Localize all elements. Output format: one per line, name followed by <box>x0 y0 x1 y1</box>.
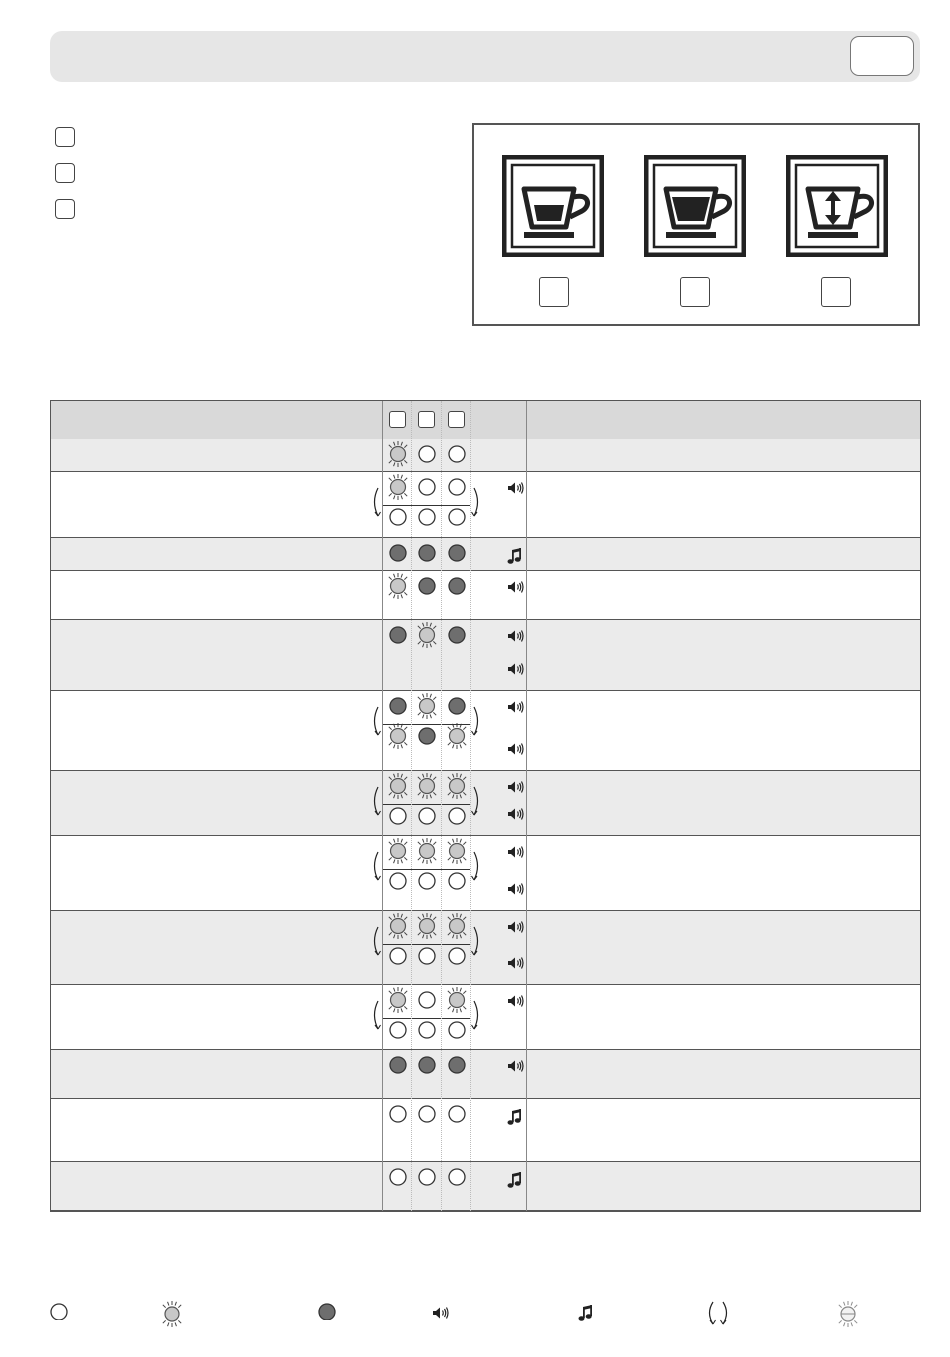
led-on-indicator <box>413 572 441 600</box>
led-status-table <box>50 400 921 1212</box>
led-off-indicator <box>443 1100 471 1128</box>
led-blink-indicator <box>384 912 412 940</box>
led-on-indicator <box>443 692 471 720</box>
beep-sound-icon <box>507 780 525 799</box>
led-on-indicator <box>384 621 412 649</box>
table-row <box>51 571 920 620</box>
alternating-left-icon <box>370 850 382 887</box>
beep-sound-icon <box>507 580 525 599</box>
led-blink-indicator <box>443 772 471 800</box>
control-panel <box>472 123 920 326</box>
led-state-separator <box>382 944 470 945</box>
melody-icon <box>507 1171 523 1194</box>
led-off-indicator <box>413 440 441 468</box>
column-divider <box>382 401 383 1211</box>
coffee-checkbox[interactable] <box>680 277 710 307</box>
led-blink-indicator <box>443 912 471 940</box>
page-header <box>50 31 920 82</box>
led-off-indicator <box>384 1100 412 1128</box>
led-off-indicator <box>413 473 441 501</box>
led-off-indicator <box>384 867 412 895</box>
beep-sound-icon <box>507 662 525 681</box>
led-blink-indicator <box>384 572 412 600</box>
led-off-indicator <box>413 503 441 531</box>
led-blink-indicator <box>413 692 441 720</box>
beep-sound-icon <box>507 481 525 500</box>
table-row <box>51 472 920 538</box>
led-off-indicator <box>443 1016 471 1044</box>
table-row <box>51 836 920 911</box>
led-state-separator <box>382 869 470 870</box>
led-off-indicator <box>443 503 471 531</box>
led-on-indicator <box>443 572 471 600</box>
led-off-indicator <box>413 1016 441 1044</box>
led-off-indicator <box>443 1163 471 1191</box>
led-on-indicator <box>443 539 471 567</box>
led-on-indicator <box>384 539 412 567</box>
led-off-indicator <box>413 942 441 970</box>
led-blinking-icon <box>160 1300 190 1333</box>
led-off-indicator <box>413 1100 441 1128</box>
col-led-1-header <box>389 411 406 428</box>
espresso-cup-icon[interactable] <box>502 155 604 257</box>
led-state-separator <box>382 505 470 506</box>
column-divider <box>411 401 412 1211</box>
led-blink-indicator <box>384 473 412 501</box>
col-led-3-header <box>448 411 465 428</box>
led-state-separator <box>382 1018 470 1019</box>
alternating-left-icon <box>370 785 382 822</box>
led-on-indicator <box>413 722 441 750</box>
table-row <box>51 439 920 472</box>
alternating-right-icon <box>472 705 484 742</box>
led-on-indicator <box>413 539 441 567</box>
melody-icon <box>507 1108 523 1131</box>
option-checkbox-2[interactable] <box>55 163 75 183</box>
led-blink-indicator <box>443 986 471 1014</box>
led-dimmed-blinking-icon <box>836 1300 866 1333</box>
led-blink-indicator <box>384 440 412 468</box>
led-blink-indicator <box>384 986 412 1014</box>
cup-size-adjust-icon[interactable] <box>786 155 888 257</box>
led-state-separator <box>382 724 470 725</box>
option-checkbox-3[interactable] <box>55 199 75 219</box>
led-off-indicator <box>413 1163 441 1191</box>
espresso-checkbox[interactable] <box>539 277 569 307</box>
alternating-right-icon <box>472 785 484 822</box>
led-on-indicator <box>384 692 412 720</box>
table-row <box>51 911 920 985</box>
table-row <box>51 1050 920 1099</box>
beep-sound-icon <box>432 1300 450 1343</box>
beep-sound-icon <box>507 1059 525 1078</box>
beep-sound-icon <box>507 994 525 1013</box>
melody-icon <box>578 1300 594 1345</box>
beep-sound-icon <box>507 956 525 975</box>
led-off-indicator <box>384 942 412 970</box>
led-blink-indicator <box>413 837 441 865</box>
led-blink-indicator <box>413 912 441 940</box>
table-row <box>51 538 920 571</box>
coffee-cup-icon[interactable] <box>644 155 746 257</box>
table-row <box>51 1162 920 1211</box>
beep-sound-icon <box>507 629 525 648</box>
led-blink-indicator <box>413 772 441 800</box>
led-on-indicator <box>443 621 471 649</box>
led-state-separator <box>382 804 470 805</box>
option-checkbox-1[interactable] <box>55 127 75 147</box>
led-on-icon <box>318 1300 344 1325</box>
led-blink-indicator <box>384 837 412 865</box>
led-on-indicator <box>443 1051 471 1079</box>
beep-sound-icon <box>507 742 525 761</box>
led-blink-indicator <box>384 772 412 800</box>
alternating-right-icon <box>472 999 484 1036</box>
col-led-2-header <box>418 411 435 428</box>
beep-sound-icon <box>507 845 525 864</box>
led-blink-indicator <box>443 722 471 750</box>
led-off-indicator <box>384 802 412 830</box>
beep-sound-icon <box>507 920 525 939</box>
column-divider <box>470 401 471 1211</box>
led-off-indicator <box>413 986 441 1014</box>
led-off-indicator <box>413 867 441 895</box>
column-divider <box>526 401 527 1211</box>
led-off-indicator <box>443 867 471 895</box>
table-row <box>51 1099 920 1162</box>
led-off-indicator <box>384 1016 412 1044</box>
alternating-right-icon <box>472 925 484 962</box>
beep-sound-icon <box>507 807 525 826</box>
table-row <box>51 985 920 1050</box>
alternating-left-icon <box>370 999 382 1036</box>
led-blink-indicator <box>443 837 471 865</box>
led-off-indicator <box>443 440 471 468</box>
led-off-icon <box>50 1300 76 1325</box>
page-number-badge <box>850 36 914 76</box>
alternating-icon <box>705 1300 733 1344</box>
alternating-left-icon <box>370 705 382 742</box>
table-row <box>51 620 920 691</box>
led-on-indicator <box>384 1051 412 1079</box>
table-row <box>51 771 920 836</box>
table-row <box>51 691 920 771</box>
led-off-indicator <box>413 802 441 830</box>
led-off-indicator <box>443 942 471 970</box>
led-off-indicator <box>443 802 471 830</box>
alternating-left-icon <box>370 486 382 523</box>
table-header <box>51 401 920 440</box>
column-divider <box>441 401 442 1211</box>
beep-sound-icon <box>507 882 525 901</box>
led-off-indicator <box>443 473 471 501</box>
led-blink-indicator <box>413 621 441 649</box>
led-off-indicator <box>384 1163 412 1191</box>
alternating-right-icon <box>472 486 484 523</box>
size-adjust-checkbox[interactable] <box>821 277 851 307</box>
alternating-right-icon <box>472 850 484 887</box>
melody-icon <box>507 547 523 570</box>
beep-sound-icon <box>507 700 525 719</box>
alternating-left-icon <box>370 925 382 962</box>
led-blink-indicator <box>384 722 412 750</box>
led-off-indicator <box>384 503 412 531</box>
led-on-indicator <box>413 1051 441 1079</box>
